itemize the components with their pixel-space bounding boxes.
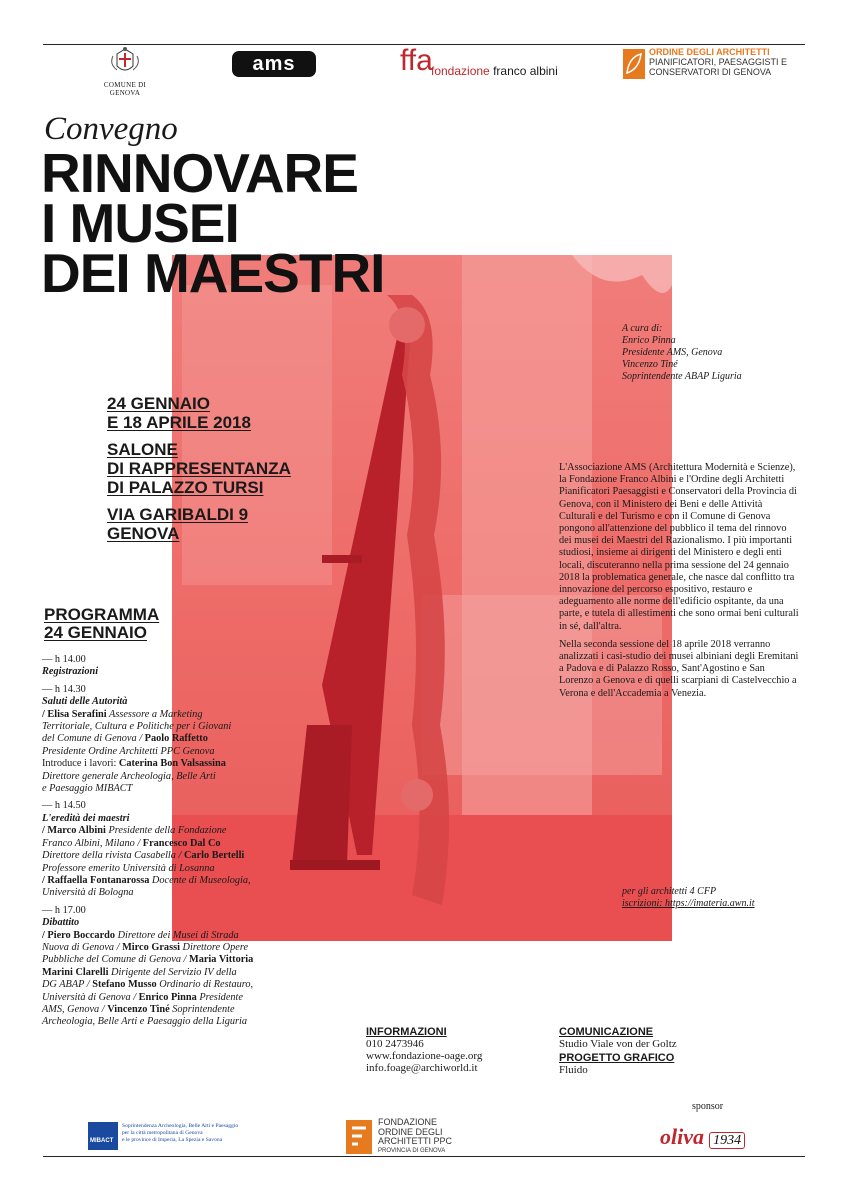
oliva-year: 1934 [709, 1132, 745, 1149]
ffa-name: fondazione franco albini [431, 64, 558, 78]
registration-link[interactable]: iscrizioni: https://imateria.awn.it [622, 898, 755, 909]
info-phone: 010 2473946 [366, 1038, 424, 1050]
title-line-2: I MUSEI [41, 192, 239, 254]
info-email-link[interactable]: info.foage@archiworld.it [366, 1062, 478, 1074]
graphic-design-heading: PROGETTO GRAFICO [559, 1052, 675, 1064]
program-session: Dibattito [42, 917, 80, 929]
program-time: — h 14.50 [42, 800, 86, 812]
genova-crest-icon [95, 46, 155, 76]
description-paragraph-2: Nella seconda sessione del 18 aprile 2018 verranno analizzati i casi-studio dei musei albiniani degli Eremitani a Padova e di Palazzo Rosso, Sant'Agostino e San Lorenzo a Genova e di quelli scarpiani di Castelvecchio a Verona e dell'Accademia a Venezia. [559, 638, 799, 699]
program-time: — h 17.00 [42, 904, 86, 916]
fondazione-ordine-emblem-icon [346, 1120, 372, 1154]
program-time: — h 14.00 [42, 654, 86, 665]
fondazione-ordine-text: FONDAZIONE ORDINE DEGLI ARCHITETTI PPC PROVINCIA DI GENOVA [378, 1117, 453, 1154]
ffa-logo [400, 42, 558, 82]
event-dates: 24 GENNAIO E 18 APRILE 2018 [107, 394, 251, 432]
sponsor-label: sponsor [692, 1101, 724, 1112]
program-session: L'eredità dei maestri [42, 812, 130, 824]
graphic-design-name: Fluido [559, 1064, 588, 1076]
comune-label: COMUNE DI GENOVA [103, 81, 147, 97]
mibact-label: MIBACT [90, 1138, 114, 1144]
title-line-3: DEI MAESTRI [41, 242, 385, 304]
event-address: VIA GARIBALDI 9 GENOVA [107, 505, 249, 543]
ams-logo: ams [232, 51, 316, 77]
page-title [41, 142, 385, 304]
oliva-logo [660, 1124, 745, 1150]
fondazione-ordine-logo [346, 1118, 466, 1158]
program-session: Saluti delle Autorità [42, 696, 128, 708]
program-time: — h 14.30 [42, 683, 86, 695]
event-kicker: Convegno [44, 111, 178, 147]
title-line-1: RINNOVARE [41, 142, 358, 204]
oliva-brand: oliva [660, 1124, 704, 1149]
comune-logo [95, 46, 155, 97]
cfp-info: per gli architetti 4 CFP iscrizioni: https://imateria.awn.it [622, 886, 755, 909]
ffa-mark: ffa [400, 44, 433, 77]
communication-heading: COMUNICAZIONE [559, 1026, 654, 1038]
info-block [366, 1026, 482, 1074]
info-heading: INFORMAZIONI [366, 1026, 447, 1038]
mibact-emblem-icon [88, 1122, 118, 1150]
curated-by: A cura di: Enrico Pinna Presidente AMS, Genova Vincenzo Tiné Soprintendente ABAP Liguria [622, 323, 742, 382]
event-description [559, 462, 799, 706]
info-website-link[interactable]: www.fondazione-oage.org [366, 1050, 483, 1062]
description-paragraph-1: L'Associazione AMS (Architettura Modernità e Scienze), la Fondazione Franco Albini e l'Ordine degli Architetti Pianificatori Paesaggisti e Conservatori della Provincia di Genova, con il Ministero dei Beni e delle Attività Culturali e del Turismo e con il Comune di Genova pongono all'attenzione del pubblico il tema del rinnovo dei musei dei Maestri del Razionalismo. I più importanti studiosi, insieme ai dirigenti del Ministero e degli enti locali, discuteranno nella prima sessione del 24 gennaio 2018 la problematica generale, che nasce dal conflitto tra innovazione del percorso espositivo, restauro e adeguamento alle norme dell'edificio ospitante, da una parte, e tutela di allestimenti che sono ormai beni culturali in sé, dall'altra. [559, 462, 799, 632]
mibact-logo [88, 1122, 258, 1152]
ordine-text: ORDINE DEGLI ARCHITETTI PIANIFICATORI, PAESAGGISTI E CONSERVATORI DI GENOVA [649, 47, 788, 77]
ordine-leaf-icon [623, 49, 645, 79]
program-list: — h 14.00 Registrazioni — h 14.30 Saluti delle Autorità / Elisa Serafini Assessore a Marketing Territoriale, Cultura e Politiche per i Giovani del Comune di Genova / Paolo Raffetto Presidente Ordine Architetti PPC Genova Introduce i lavori: Caterina Bon Valsassina Direttore generale Archeologia, Belle Arti e Paesaggio MIBACT — h 14.50 L'eredità dei maestri / Marco Albini Presidente della Fondazione Franco Albini, Milano / Francesco Dal Co Direttore della rivista Casabella / Carlo Bertelli Professore emerito Università di Losanna / Raffaella Fontanarossa Docente di Museologia, Università di Bologna — h 17.00 Dibattito / Piero Boccardo Direttore dei Musei di Strada Nuova di Genova / Mirco Grassi Direttore Opere Pubbliche del Comune di Genova / Maria Vittoria Marini Clarelli Dirigente del Servizio IV della DG ABAP / Stefano Musso Ordinario di Restauro, Università di Genova / Enrico Pinna Presidente AMS, Genova / Vincenzo Tiné Soprintendente Archeologia, Belle Arti e Paesaggio della Liguria [42, 654, 322, 1029]
communication-name: Studio Viale von der Goltz [559, 1038, 677, 1050]
event-venue: SALONE DI RAPPRESENTANZA DI PALAZZO TURSI [107, 440, 291, 497]
program-session: Registrazioni [42, 666, 99, 678]
ordine-logo [623, 47, 788, 87]
program-heading: PROGRAMMA 24 GENNAIO [44, 605, 160, 642]
credits-block [559, 1026, 677, 1076]
soprintendenza-text: Soprintendenza Archeologia, Belle Arti e Paesaggio per la città metropolitana di Genova e le province di Imperia, La Spezia e Savona [122, 1123, 239, 1143]
